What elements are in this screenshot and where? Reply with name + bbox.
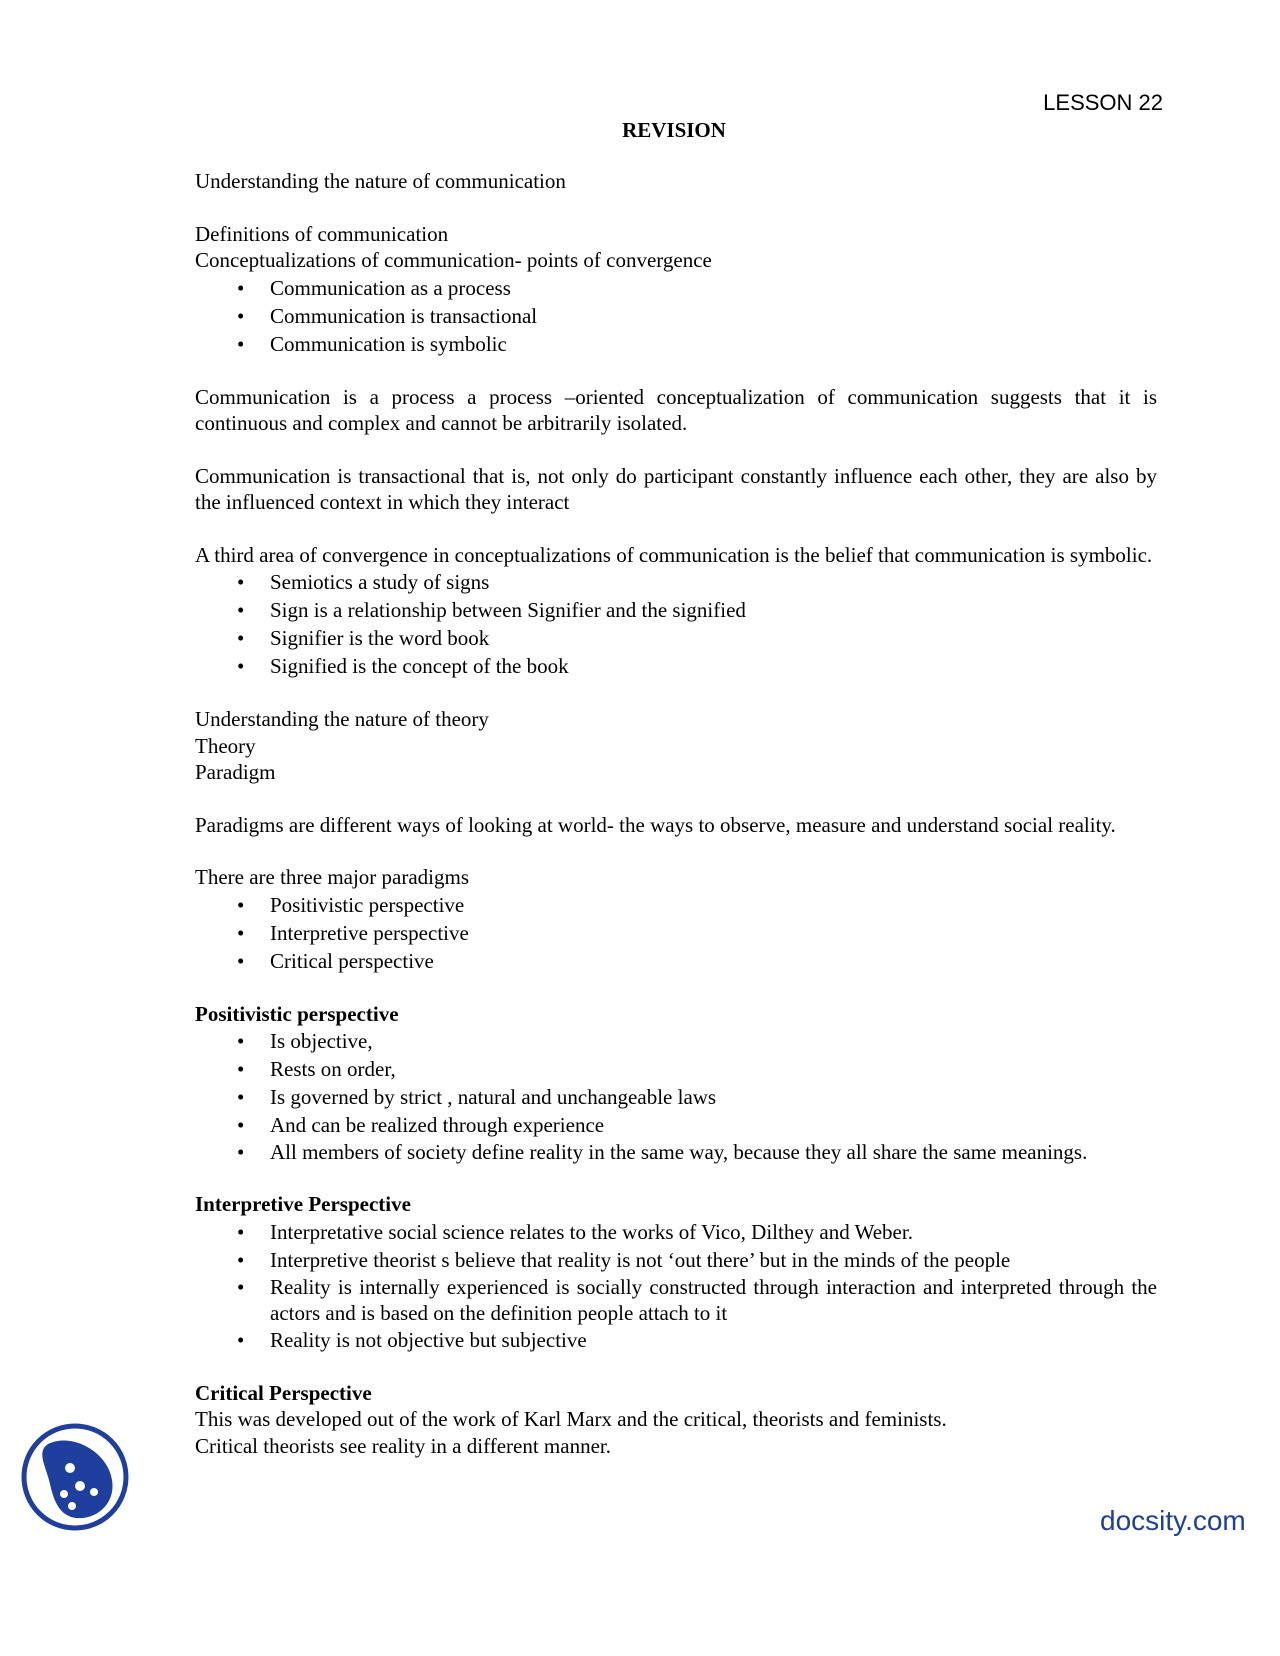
list-item: • Critical perspective	[237, 948, 434, 973]
critical-line: This was developed out of the work of Karl Marx and the critical, theorists and feminists.	[195, 1407, 947, 1431]
list-item: • Interpretive theorist s believe that reality is not ‘out there’ but in the minds of the people	[237, 1247, 1011, 1272]
lesson-number: LESSON 22	[1043, 90, 1163, 115]
list-item: • Communication is symbolic	[237, 331, 507, 356]
page-title: REVISION	[622, 118, 726, 142]
symbolic-list	[195, 568, 1157, 680]
list-item: • Reality is internally experienced is socially constructed through interaction and interpreted through the actors and is based on the definition people attach to it	[237, 1274, 1157, 1325]
paragraph: A third area of convergence in conceptualizations of communication is the belief that communication is symbolic.	[195, 542, 1153, 567]
list-item: • Sign is a relationship between Signifier and the signified	[237, 598, 746, 622]
list-item: • Is objective,	[237, 1029, 373, 1053]
paradigms-list	[195, 891, 1157, 975]
list-item: • Interpretive perspective	[237, 920, 469, 945]
convergence-list	[195, 274, 1157, 358]
critical-heading: Critical Perspective	[195, 1380, 372, 1405]
document-body	[195, 168, 1157, 1459]
list-item: • Communication as a process	[237, 275, 511, 300]
list-item: • Signified is the concept of the book	[237, 654, 569, 678]
paradigms-intro: There are three major paradigms	[195, 865, 470, 889]
paragraph: Communication is a process a process –oriented conceptualization of communication suggests that it is continuous and complex and cannot be arbitrarily isolated.	[195, 384, 1157, 435]
paragraph: Paradigms are different ways of looking at world- the ways to observe, measure and understand social reality.	[195, 812, 1116, 837]
critical-line: Critical theorists see reality in a different manner.	[195, 1433, 611, 1458]
definitions-line: Definitions of communication	[195, 221, 449, 246]
paradigm-line: Paradigm	[195, 760, 276, 784]
section-heading: Understanding the nature of theory	[195, 707, 489, 731]
interpretive-heading: Interpretive Perspective	[195, 1192, 411, 1216]
positivistic-list	[195, 1027, 1157, 1165]
list-item: • All members of society define reality in the same way, because they all share the same meanings.	[237, 1140, 1088, 1164]
list-item: • Communication is transactional	[237, 303, 538, 328]
interpretive-list	[195, 1218, 1157, 1354]
conceptualizations-line: Conceptualizations of communication- points of convergence	[195, 248, 712, 272]
list-item: • And can be realized through experience	[237, 1113, 605, 1137]
list-item: • Interpretative social science relates to the works of Vico, Dilthey and Weber.	[237, 1219, 913, 1244]
list-item: • Is governed by strict , natural and unchangeable laws	[237, 1085, 717, 1109]
list-item: • Reality is not objective but subjective	[237, 1327, 587, 1352]
list-item: • Signifier is the word book	[237, 626, 490, 650]
list-item: • Positivistic perspective	[237, 892, 465, 917]
brand-watermark[interactable]: docsity.com	[1100, 1505, 1246, 1536]
positivistic-heading: Positivistic perspective	[195, 1001, 399, 1026]
docsity-logo-icon	[20, 1422, 130, 1532]
paragraph: Communication is transactional that is, not only do participant constantly influence each other, they are also by the influenced context in which they interact	[195, 463, 1157, 514]
theory-line: Theory	[195, 733, 256, 758]
section-heading: Understanding the nature of communication	[195, 169, 566, 193]
list-item: • Rests on order,	[237, 1057, 396, 1081]
list-item: • Semiotics a study of signs	[237, 570, 490, 594]
